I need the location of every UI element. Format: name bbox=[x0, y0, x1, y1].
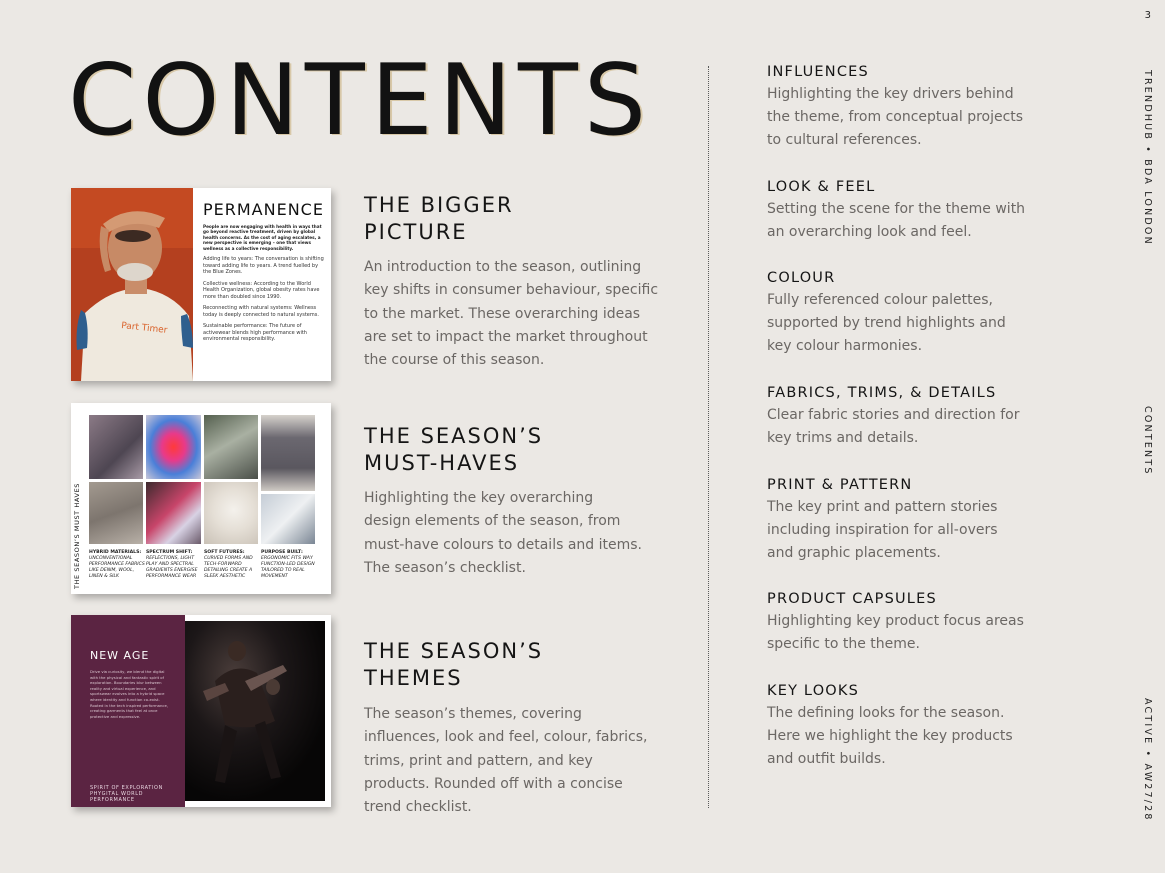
new-age-tag: PHYGITAL WORLD bbox=[90, 791, 144, 797]
right-item-fabrics bbox=[767, 385, 1027, 450]
shirt-print-text: Part Timer bbox=[120, 321, 168, 336]
page-title: CONTENTS bbox=[68, 44, 653, 158]
must-haves-image-spectral-gradient bbox=[146, 415, 201, 479]
right-item-print-pattern bbox=[767, 477, 1027, 565]
permanence-intro: People are now engaging with health in ways that go beyond reactive treatment, driven by global health concerns. As the cost of aging escalates, a new perspective is emerging – one that views wellness as a collective responsibility. bbox=[203, 224, 322, 251]
right-item-influences bbox=[767, 64, 1027, 152]
must-haves-image-reflective-fabric bbox=[146, 482, 201, 544]
section-body-must-haves: Highlighting the key overarching design elements of the season, from must-have colours to details and items. The season’s checklist. bbox=[364, 490, 642, 576]
caption-heading: HYBRID MATERIALS: bbox=[89, 550, 142, 555]
must-haves-vertical-title: THE SEASON’S MUST HAVES bbox=[73, 483, 81, 589]
right-item-heading: COLOUR bbox=[767, 270, 836, 286]
must-haves-image-bodysuit bbox=[261, 415, 315, 491]
right-item-body: The defining looks for the season. Here we highlight the key products and outfit builds. bbox=[767, 705, 1013, 767]
permanence-bullet: Collective wellness: According to the World Health Organization, global obesity rates have more than doubled since 1990. bbox=[203, 280, 320, 300]
must-haves-image-soft-forms bbox=[204, 415, 258, 479]
new-age-body: Drive via curiosity, we blend the digital with the physical and fantastic spirit of exploration. Boundaries blur between reality and virtual experience, and sportswear evolves into a hybrid space where identity and function co-exist. Rooted in the tech inspired performance, creating garments that feel at once protective and expressive. bbox=[90, 669, 169, 719]
caption-text: REFLECTIONS, LIGHT PLAY AND SPECTRAL GRADIENTS ENERGISE PERFORMANCE WEAR bbox=[146, 556, 198, 579]
side-label-season: ACTIVE • AW27/28 bbox=[1142, 698, 1153, 822]
portrait-photo bbox=[71, 188, 193, 381]
right-item-body: Fully referenced colour palettes, supported by trend highlights and key colour harmonies. bbox=[767, 292, 1006, 354]
must-haves-image-puffer-detail bbox=[204, 482, 258, 544]
caption-heading: PURPOSE BUILT: bbox=[261, 550, 303, 555]
permanence-title: PERMANENCE bbox=[203, 200, 324, 219]
must-haves-image-linen-texture bbox=[89, 482, 143, 544]
section-heading-bigger-picture: THE BIGGER PICTURE bbox=[364, 193, 514, 244]
right-item-heading: INFLUENCES bbox=[767, 64, 869, 80]
thumbnail-must-haves[interactable] bbox=[71, 403, 331, 594]
caption-text: UNCONVENTIONAL PERFORMANCE FABRICS LIKE DENIM, WOOL, LINEN & SILK bbox=[89, 556, 145, 579]
column-divider bbox=[708, 66, 709, 808]
right-item-look-feel bbox=[767, 179, 1027, 244]
right-item-heading: PRINT & PATTERN bbox=[767, 477, 913, 493]
new-age-panel bbox=[71, 615, 185, 807]
section-heading-themes: THE SEASON’S THEMES bbox=[364, 639, 544, 690]
right-item-heading: PRODUCT CAPSULES bbox=[767, 591, 937, 607]
section-body-bigger-picture: An introduction to the season, outlining key shifts in consumer behaviour, specific to the market. These overarching ideas are set to impact the market throughout the course of this season. bbox=[364, 259, 659, 369]
right-item-colour bbox=[767, 270, 1027, 358]
caption-text: CURVED FORMS AND TECH-FORWARD DETAILING CREATE A SLEEK AESTHETIC bbox=[204, 556, 253, 579]
page-number: 3 bbox=[1144, 10, 1151, 21]
permanence-bullet: Sustainable performance: The future of activewear blends high performance with environmental responsibility. bbox=[203, 323, 307, 342]
caption-text: ERGONOMIC FITS WAY FUNCTION-LED DESIGN TAILORED TO REAL MOVEMENT bbox=[261, 556, 315, 579]
right-item-body: The key print and pattern stories including inspiration for all-overs and graphic placements. bbox=[767, 499, 998, 561]
section-body-themes: The season’s themes, covering influences, look and feel, colour, fabrics, trims, print and pattern, and key products. Rounded off with a concise trend checklist. bbox=[364, 706, 648, 816]
section-heading-must-haves: THE SEASON’S MUST-HAVES bbox=[364, 424, 544, 475]
must-haves-image-fabric-drape bbox=[89, 415, 143, 479]
side-label-brand: TRENDHUB • BDA LONDON bbox=[1142, 70, 1153, 246]
right-item-heading: LOOK & FEEL bbox=[767, 179, 876, 195]
right-item-key-looks bbox=[767, 683, 1027, 771]
new-age-tag: SPIRIT OF EXPLORATION bbox=[90, 785, 163, 791]
side-label-section: CONTENTS bbox=[1142, 406, 1153, 476]
right-item-body: Setting the scene for the theme with an overarching look and feel. bbox=[767, 201, 1026, 240]
caption-heading: SPECTRUM SHIFT: bbox=[146, 550, 193, 555]
permanence-bullet: Adding life to years: The conversation is shifting toward adding life to years. A trend fuelled by the Blue Zones. bbox=[203, 256, 324, 275]
dancers-photo bbox=[185, 621, 325, 801]
right-item-body: Highlighting key product focus areas specific to the theme. bbox=[767, 613, 1024, 652]
right-item-body: Clear fabric stories and direction for key trims and details. bbox=[767, 407, 1020, 446]
caption-heading: SOFT FUTURES: bbox=[204, 550, 245, 555]
new-age-tag: PERFORMANCE bbox=[90, 797, 135, 803]
permanence-bullet: Reconnecting with natural systems: Wellness today is deeply connected to natural systems. bbox=[203, 305, 319, 318]
right-item-body: Highlighting the key drivers behind the theme, from conceptual projects to cultural references. bbox=[767, 86, 1024, 148]
new-age-title: NEW AGE bbox=[90, 649, 150, 662]
must-haves-image-jacket bbox=[261, 494, 315, 544]
right-item-product-capsules bbox=[767, 591, 1027, 656]
right-item-heading: FABRICS, TRIMS, & DETAILS bbox=[767, 385, 997, 401]
thumbnail-new-age[interactable] bbox=[71, 615, 331, 807]
right-item-heading: KEY LOOKS bbox=[767, 683, 860, 699]
thumbnail-permanence[interactable] bbox=[71, 188, 331, 381]
